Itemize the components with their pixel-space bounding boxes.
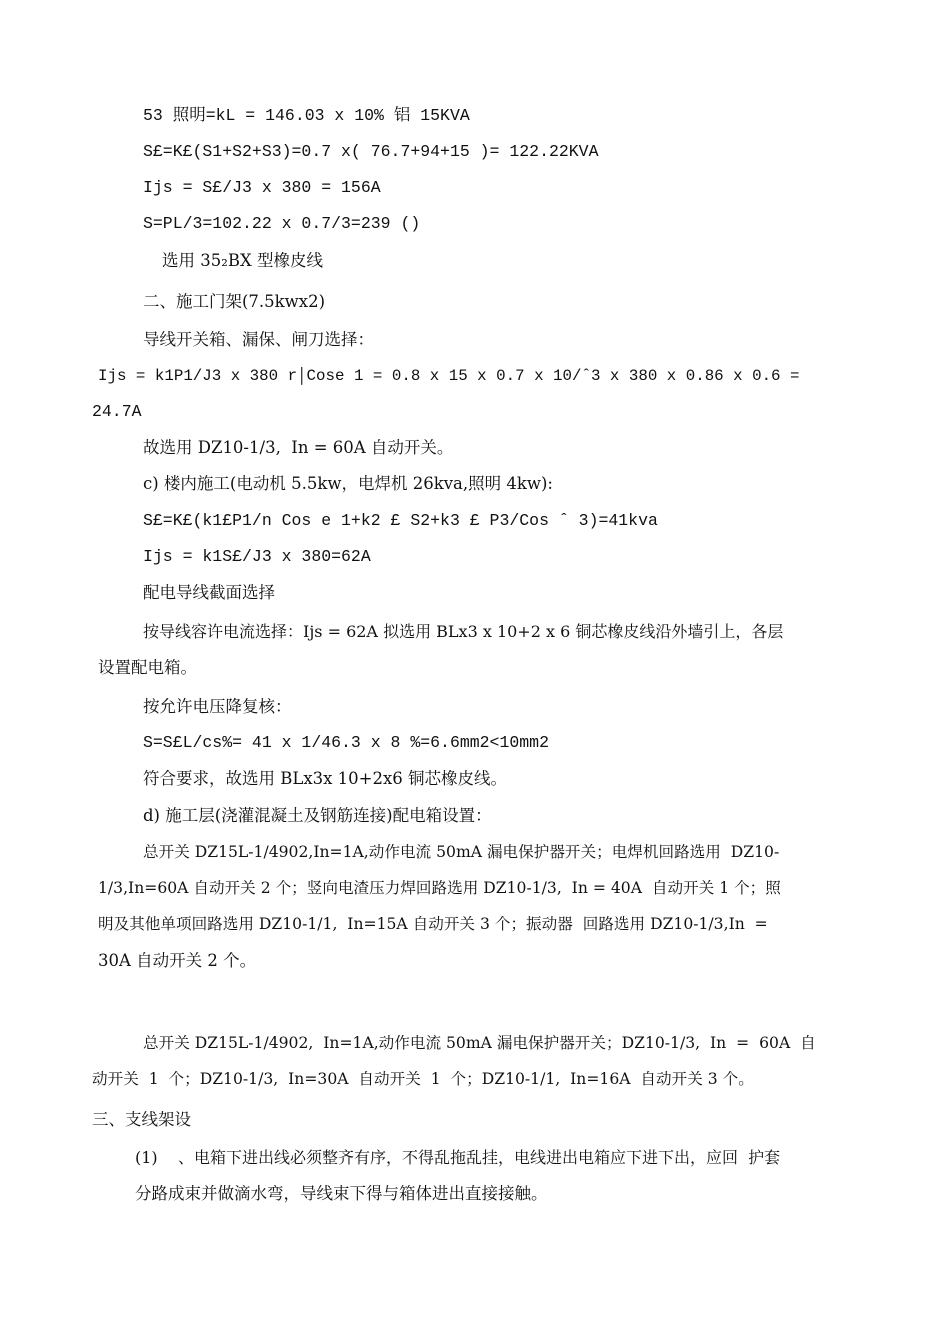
text-line: 总开关 DZ15L-1/4902, In=1A,动作电流 50mA 漏电保护器开关；DZ10-1/3, In = 60A 自 bbox=[143, 1034, 816, 1052]
text-line: 动开关 1 个；DZ10-1/3, In=30A 自动开关 1 个；DZ10-1/1, In=16A 自动开关 3 个。 bbox=[92, 1070, 754, 1088]
text-line: 按导线容许电流选择：Ijs = 62A 拟选用 BLx3 x 10+2 x 6 铜芯橡皮线沿外墙引上，各层 bbox=[143, 622, 784, 641]
text-line: 选用 35₂BX 型橡皮线 bbox=[162, 251, 323, 270]
text-line: 设置配电箱。 bbox=[98, 658, 197, 677]
text-line: (1) 、电箱下进出线必须整齐有序，不得乱拖乱挂，电线进出电箱应下进下出，应回 护套 bbox=[135, 1148, 781, 1167]
text-line: Ijs = S£/J3 x 380 = 156A bbox=[143, 178, 381, 197]
text-line: 明及其他单项回路选用 DZ10-1/1, In=15A 自动开关 3 个；振动器 回路选用 DZ10-1/3,In = bbox=[98, 915, 768, 933]
text-line: 故选用 DZ10-1/3, In = 60A 自动开关。 bbox=[143, 438, 454, 457]
text-line: S=PL/3=102.22 x 0.7/3=239 () bbox=[143, 214, 421, 233]
text-line: S=S£L/cs%= 41 x 1/46.3 x 8 %=6.6mm2<10mm2 bbox=[143, 733, 549, 752]
text-line: d) 施工层(浇灌混凝土及钢筋连接)配电箱设置： bbox=[143, 806, 492, 825]
text-line: 按允许电压降复核： bbox=[143, 697, 292, 716]
text-line: S£=K£(S1+S2+S3)=0.7 x( 76.7+94+15 )= 122.22KVA bbox=[143, 142, 599, 161]
text-line: c) 楼内施工(电动机 5.5kw，电焊机 26kva,照明 4kw): bbox=[143, 474, 553, 493]
text-line: 分路成束并做滴水弯，导线束下得与箱体进出直接接触。 bbox=[135, 1184, 548, 1203]
text-line: 符合要求，故选用 BLx3x 10+2x6 铜芯橡皮线。 bbox=[143, 769, 508, 788]
text-line: 总开关 DZ15L-1/4902,In=1A,动作电流 50mA 漏电保护器开关；电焊机回路选用 DZ10- bbox=[143, 843, 780, 861]
section-heading: 三、支线架设 bbox=[92, 1110, 191, 1129]
text-line: 24.7A bbox=[92, 402, 142, 421]
section-heading: 二、施工门架(7.5kwx2) bbox=[143, 292, 326, 311]
text-line: 53 照明=kL = 146.03 x 10% 铝 15KVA bbox=[143, 106, 470, 125]
text-line: Ijs = k1S£/J3 x 380=62A bbox=[143, 547, 371, 566]
text-line: 1/3,In=60A 自动开关 2 个；竖向电渣压力焊回路选用 DZ10-1/3, In = 40A 自动开关 1 个；照 bbox=[98, 879, 781, 897]
text-line: 30A 自动开关 2 个。 bbox=[98, 951, 257, 970]
text-line: 导线开关箱、漏保、闸刀选择： bbox=[143, 330, 374, 349]
text-line: S£=K£(k1£P1/n Cos e 1+k2 £ S2+k3 £ P3/Cos ˆ 3)=41kva bbox=[143, 511, 658, 530]
text-line: 配电导线截面选择 bbox=[143, 583, 275, 602]
text-line: Ijs = k1P1/J3 x 380 r│Cose 1 = 0.8 x 15 x 0.7 x 10/ˆ3 x 380 x 0.86 x 0.6 = bbox=[98, 367, 800, 385]
